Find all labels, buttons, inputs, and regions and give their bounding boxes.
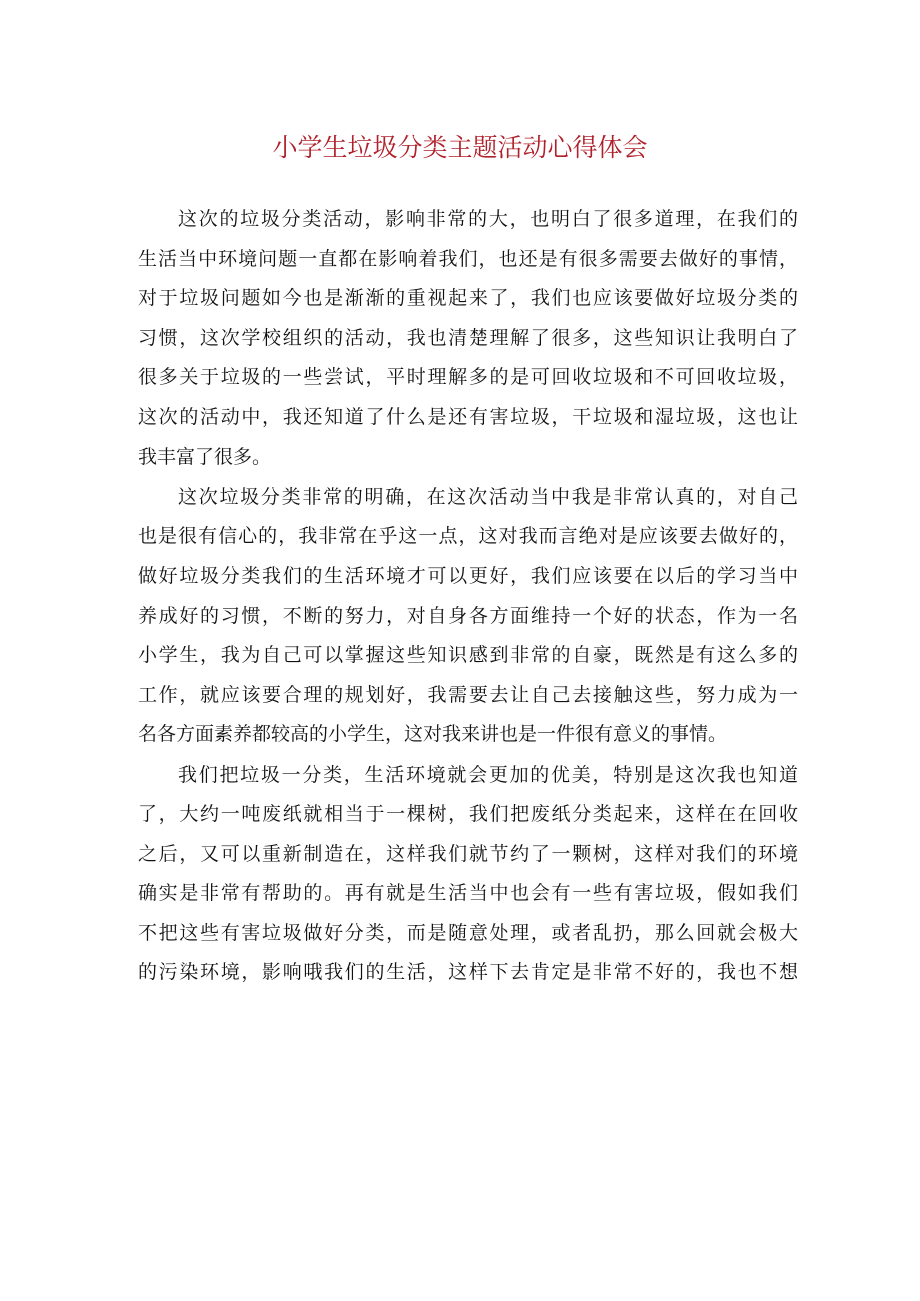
text-line: 这次的活动中，我还知道了什么是还有害垃圾，干垃圾和湿垃圾，这也让 bbox=[138, 405, 798, 428]
text-line: 名各方面素养都较高的小学生，这对我来讲也是一件很有意义的事情。 bbox=[138, 723, 728, 746]
text-line: 这次的垃圾分类活动，影响非常的大，也明白了很多道理，在我们的 bbox=[178, 208, 798, 230]
text-line: 不把这些有害垃圾做好分类，而是随意处理，或者乱扔，那么回就会极大 bbox=[138, 921, 798, 944]
text-line: 的污染环境，影响哦我们的生活，这样下去肯定是非常不好的，我也不想 bbox=[138, 961, 798, 984]
text-line: 也是很有信心的，我非常在乎这一点，这对我而言绝对是应该要去做好的， bbox=[138, 525, 798, 548]
text-line: 生活当中环境问题一直都在影响着我们，也还是有很多需要去做好的事情， bbox=[138, 247, 798, 270]
text-line: 我们把垃圾一分类，生活环境就会更加的优美，特别是这次我也知道 bbox=[178, 763, 798, 786]
text-line: 习惯，这次学校组织的活动，我也清楚理解了很多，这些知识让我明白了 bbox=[138, 326, 798, 349]
paragraph-3 bbox=[138, 756, 798, 994]
text-line: 对于垃圾问题如今也是渐渐的重视起来了，我们也应该要做好垃圾分类的 bbox=[138, 287, 798, 310]
text-line: 很多关于垃圾的一些尝试，平时理解多的是可回收垃圾和不可回收垃圾， bbox=[138, 366, 798, 389]
document-body bbox=[138, 200, 798, 994]
text-line: 了，大约一吨废纸就相当于一棵树，我们把废纸分类起来，这样在在回收 bbox=[138, 803, 798, 826]
document-title: 小学生垃圾分类主题活动心得体会 bbox=[272, 133, 648, 162]
text-line: 我丰富了很多。 bbox=[138, 445, 272, 468]
text-line: 这次垃圾分类非常的明确，在这次活动当中我是非常认真的，对自己 bbox=[178, 485, 798, 508]
text-line: 确实是非常有帮助的。再有就是生活当中也会有一些有害垃圾，假如我们 bbox=[138, 882, 798, 905]
paragraph-2 bbox=[138, 478, 798, 755]
text-line: 小学生，我为自己可以掌握这些知识感到非常的自豪，既然是有这么多的 bbox=[138, 644, 798, 667]
text-line: 养成好的习惯，不断的努力，对自身各方面维持一个好的状态，作为一名 bbox=[138, 604, 798, 627]
text-line: 之后，又可以重新制造在，这样我们就节约了一颗树，这样对我们的环境 bbox=[138, 842, 798, 865]
text-line: 做好垃圾分类我们的生活环境才可以更好，我们应该要在以后的学习当中 bbox=[138, 564, 798, 587]
paragraph-1 bbox=[138, 200, 798, 477]
text-line: 工作，就应该要合理的规划好，我需要去让自己去接触这些，努力成为一 bbox=[138, 683, 798, 706]
